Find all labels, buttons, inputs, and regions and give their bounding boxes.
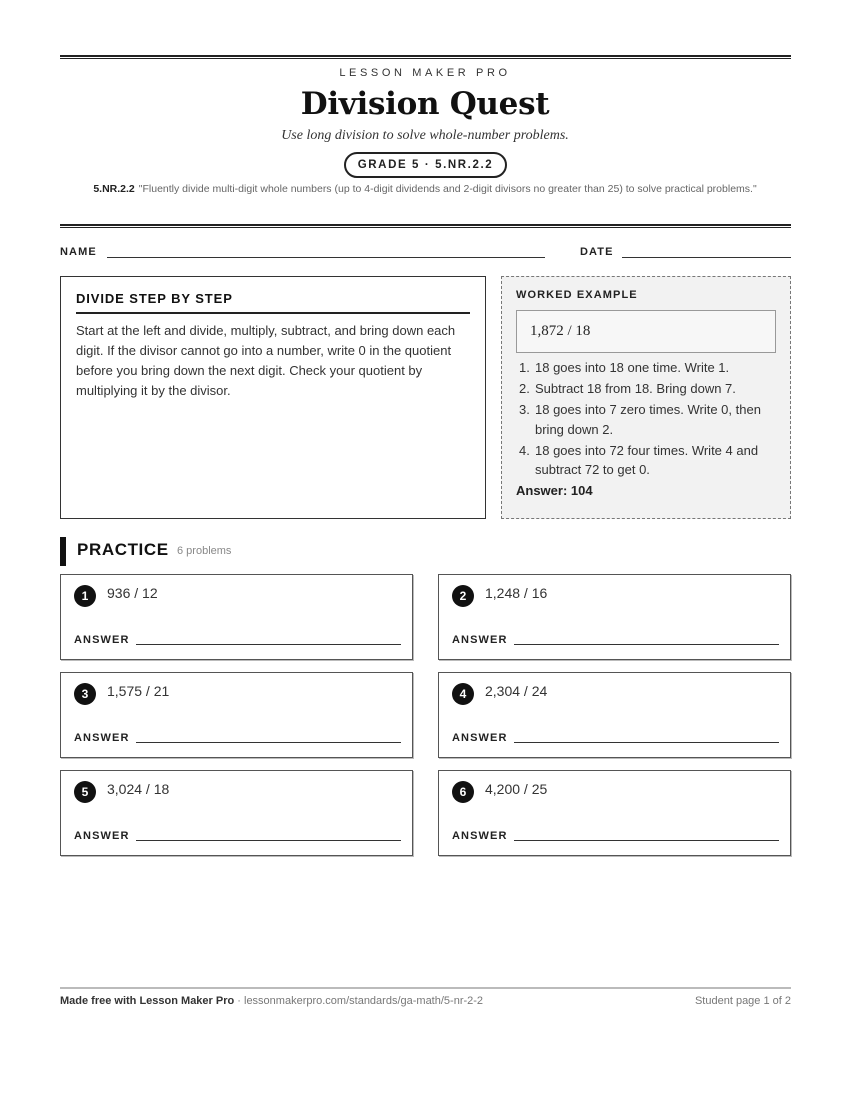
answer-field[interactable] bbox=[514, 644, 779, 645]
footer-url: · lessonmakerpro.com/standards/ga-math/5-nr-2-2 bbox=[234, 995, 484, 1007]
step-text: Subtract 18 from 18. Bring down 7. bbox=[535, 381, 736, 396]
problem-number-badge: 2 bbox=[452, 585, 474, 607]
instructions-text: Start at the left and divide, multiply, subtract, and bring down each digit. If the divisor cannot go into a number, write 0 in the quotient before you bring down the next digit. Check your quotient by multiplying it by the divisor. bbox=[76, 323, 456, 398]
step-text: 18 goes into 7 zero times. Write 0, then bring down 2. bbox=[535, 402, 761, 437]
problem-expression: 936 / 12 bbox=[107, 585, 158, 601]
worked-example-steps bbox=[516, 358, 776, 480]
answer-field[interactable] bbox=[136, 644, 401, 645]
standard-code: 5.NR.2.2 bbox=[93, 183, 135, 195]
problem-expression: 4,200 / 25 bbox=[485, 781, 548, 797]
problem-card bbox=[438, 672, 791, 758]
problem-number-badge: 3 bbox=[74, 683, 96, 705]
worked-example-box bbox=[501, 276, 791, 519]
worked-example-answer: Answer: 104 bbox=[516, 482, 593, 498]
footer-credit bbox=[60, 995, 483, 1007]
answer-field[interactable] bbox=[136, 840, 401, 841]
problem-number-badge: 5 bbox=[74, 781, 96, 803]
answer-field[interactable] bbox=[514, 742, 779, 743]
step-text: 18 goes into 18 one time. Write 1. bbox=[535, 360, 730, 375]
answer-label: ANSWER bbox=[74, 830, 130, 842]
practice-accent-bar bbox=[60, 537, 66, 566]
answer-label: ANSWER bbox=[452, 634, 508, 646]
step-number: 2. bbox=[519, 381, 530, 396]
name-label: NAME bbox=[60, 246, 97, 258]
example-step bbox=[516, 379, 776, 399]
footer-made-with: Made free with Lesson Maker Pro bbox=[60, 995, 235, 1007]
problem-card bbox=[60, 672, 413, 758]
standard-text: "Fluently divide multi-digit whole numbers (up to 4-digit dividends and 2-digit divisors no greater than 25) to solve practical problems." bbox=[138, 183, 757, 195]
answer-label: ANSWER bbox=[74, 732, 130, 744]
answer-field[interactable] bbox=[136, 742, 401, 743]
answer-label: ANSWER bbox=[452, 732, 508, 744]
problem-card bbox=[60, 574, 413, 660]
date-field[interactable] bbox=[622, 257, 791, 258]
problem-number-badge: 6 bbox=[452, 781, 474, 803]
problem-expression: 2,304 / 24 bbox=[485, 683, 548, 699]
instructions-box bbox=[60, 276, 486, 519]
practice-heading: PRACTICE bbox=[77, 540, 169, 559]
problem-number-badge: 4 bbox=[452, 683, 474, 705]
header-bottom-rule bbox=[60, 224, 791, 228]
step-text: 18 goes into 72 four times. Write 4 and subtract 72 to get 0. bbox=[535, 442, 759, 477]
problem-number-badge: 1 bbox=[74, 585, 96, 607]
date-label: DATE bbox=[580, 246, 614, 258]
standard-description bbox=[80, 181, 770, 197]
worked-example-problem: 1,872 / 18 bbox=[516, 310, 776, 353]
worksheet-subtitle: Use long division to solve whole-number problems. bbox=[281, 128, 569, 143]
problem-card bbox=[438, 574, 791, 660]
instructions-heading: DIVIDE STEP BY STEP bbox=[76, 291, 470, 314]
name-field[interactable] bbox=[107, 257, 545, 258]
grade-standard-badge: GRADE 5 · 5.NR.2.2 bbox=[344, 152, 507, 178]
footer-page-number: Student page 1 of 2 bbox=[694, 995, 791, 1007]
example-step bbox=[516, 400, 776, 439]
header-top-rule bbox=[60, 55, 791, 59]
answer-label: ANSWER bbox=[452, 830, 508, 842]
footer-rule bbox=[60, 987, 791, 989]
problem-card bbox=[60, 770, 413, 856]
practice-count: 6 problems bbox=[177, 545, 232, 557]
step-number: 3. bbox=[519, 402, 530, 417]
problem-expression: 1,248 / 16 bbox=[485, 585, 548, 601]
problem-expression: 3,024 / 18 bbox=[107, 781, 170, 797]
brand-name: LESSON MAKER PRO bbox=[339, 67, 511, 79]
step-number: 1. bbox=[519, 360, 530, 375]
problem-card bbox=[438, 770, 791, 856]
step-number: 4. bbox=[519, 442, 530, 458]
example-step bbox=[516, 358, 776, 378]
answer-label: ANSWER bbox=[74, 634, 130, 646]
example-step bbox=[516, 441, 776, 480]
problem-expression: 1,575 / 21 bbox=[107, 683, 170, 699]
answer-field[interactable] bbox=[514, 840, 779, 841]
worked-example-heading: WORKED EXAMPLE bbox=[516, 289, 638, 301]
worksheet-title: Division Quest bbox=[300, 86, 550, 122]
